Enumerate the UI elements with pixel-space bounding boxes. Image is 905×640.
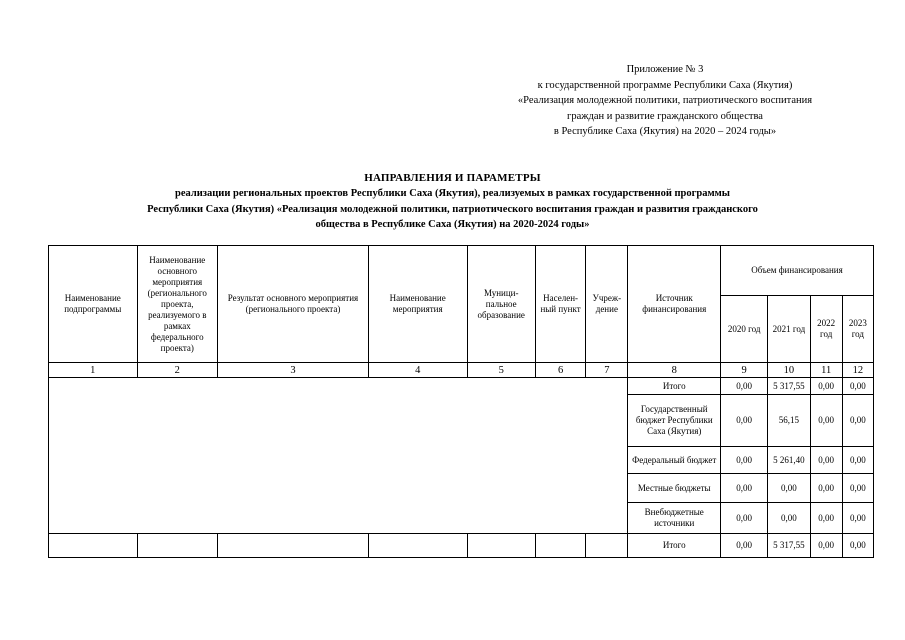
- value-2020: 0,00: [721, 395, 768, 447]
- header-event-name: Наименование мероприятия: [368, 246, 467, 363]
- appendix-line-5: в Республике Саха (Якутия) на 2020 – 2024 годы»: [553, 126, 777, 137]
- source-cell: Федеральный бюджет: [628, 447, 721, 474]
- appendix-line-2: к государственной программе Республики Саха (Якутия): [537, 79, 793, 91]
- column-number: 5: [467, 363, 535, 378]
- column-number: 12: [842, 363, 873, 378]
- source-cell: Внебюджетные источники: [628, 503, 721, 534]
- empty-cell: [467, 534, 535, 558]
- value-2023: 0,00: [842, 474, 873, 503]
- value-2021: 5 317,55: [768, 534, 810, 558]
- header-year-2021: 2021 год: [768, 296, 810, 363]
- subtitle-line-3: общества в Республике Саха (Якутия) на 2020-2024 годы»: [315, 219, 590, 230]
- value-2023: 0,00: [842, 378, 873, 395]
- source-cell: Итого: [628, 378, 721, 395]
- appendix-line-4: граждан и развитие гражданского общества: [567, 110, 763, 122]
- value-2022: 0,00: [810, 395, 842, 447]
- column-number: 4: [368, 363, 467, 378]
- value-2023: 0,00: [842, 503, 873, 534]
- column-number: 1: [49, 363, 138, 378]
- empty-cell: [586, 534, 628, 558]
- value-2020: 0,00: [721, 474, 768, 503]
- empty-cell: [49, 534, 138, 558]
- document-subtitle: [70, 186, 835, 233]
- header-institution: Учреж-дение: [586, 246, 628, 363]
- value-2023: 0,00: [842, 395, 873, 447]
- value-2022: 0,00: [810, 534, 842, 558]
- financing-table: [48, 245, 874, 558]
- column-number: 11: [810, 363, 842, 378]
- table-row: [49, 378, 874, 395]
- value-2022: 0,00: [810, 378, 842, 395]
- appendix-line-3: «Реализация молодежной политики, патриотического воспитания: [517, 95, 813, 106]
- column-number: 8: [628, 363, 721, 378]
- column-number: 7: [586, 363, 628, 378]
- value-2020: 0,00: [721, 503, 768, 534]
- source-cell: Государственный бюджет Республики Саха (Якутия): [628, 395, 721, 447]
- header-source: Источник финансирования: [628, 246, 721, 363]
- value-2021: 56,15: [768, 395, 810, 447]
- column-number: 3: [218, 363, 369, 378]
- column-number: 10: [768, 363, 810, 378]
- value-2023: 0,00: [842, 534, 873, 558]
- column-number: 9: [721, 363, 768, 378]
- appendix-block: [470, 62, 860, 140]
- table-row: [49, 534, 874, 558]
- value-2021: 0,00: [768, 474, 810, 503]
- value-2022: 0,00: [810, 503, 842, 534]
- document-title: НАПРАВЛЕНИЯ И ПАРАМЕТРЫ: [364, 172, 541, 184]
- source-cell: Итого: [628, 534, 721, 558]
- header-settlement: Населен-ный пункт: [535, 246, 585, 363]
- source-cell: Местные бюджеты: [628, 474, 721, 503]
- appendix-line-1: Приложение № 3: [626, 64, 704, 75]
- header-subprogram: Наименование подпрограммы: [49, 246, 138, 363]
- header-year-2020: 2020 год: [721, 296, 768, 363]
- empty-cell: [218, 534, 369, 558]
- value-2021: 0,00: [768, 503, 810, 534]
- empty-cell: [535, 534, 585, 558]
- value-2020: 0,00: [721, 378, 768, 395]
- empty-cell: [368, 534, 467, 558]
- header-year-2022: 2022 год: [810, 296, 842, 363]
- column-number: 2: [137, 363, 217, 378]
- value-2022: 0,00: [810, 474, 842, 503]
- header-main-event: Наименование основного мероприятия (регионального проекта, реализуемого в рамках федерального проекта): [137, 246, 217, 363]
- value-2020: 0,00: [721, 534, 768, 558]
- column-number: 6: [535, 363, 585, 378]
- value-2020: 0,00: [721, 447, 768, 474]
- value-2023: 0,00: [842, 447, 873, 474]
- header-financing: Объем финансирования: [721, 246, 874, 296]
- header-municipality: Муници-пальное образование: [467, 246, 535, 363]
- empty-cell: [137, 534, 217, 558]
- header-year-2023: 2023 год: [842, 296, 873, 363]
- value-2022: 0,00: [810, 447, 842, 474]
- value-2021: 5 261,40: [768, 447, 810, 474]
- header-result: Результат основного мероприятия (регионального проекта): [218, 246, 369, 363]
- value-2021: 5 317,55: [768, 378, 810, 395]
- subtitle-line-1: реализации региональных проектов Республики Саха (Якутия), реализуемых в рамках государственной программы: [174, 188, 731, 199]
- subtitle-line-2: Республики Саха (Якутия) «Реализация молодежной политики, патриотического воспитания граждан и развития гражданского: [147, 203, 758, 215]
- merged-empty-cell: [49, 378, 628, 534]
